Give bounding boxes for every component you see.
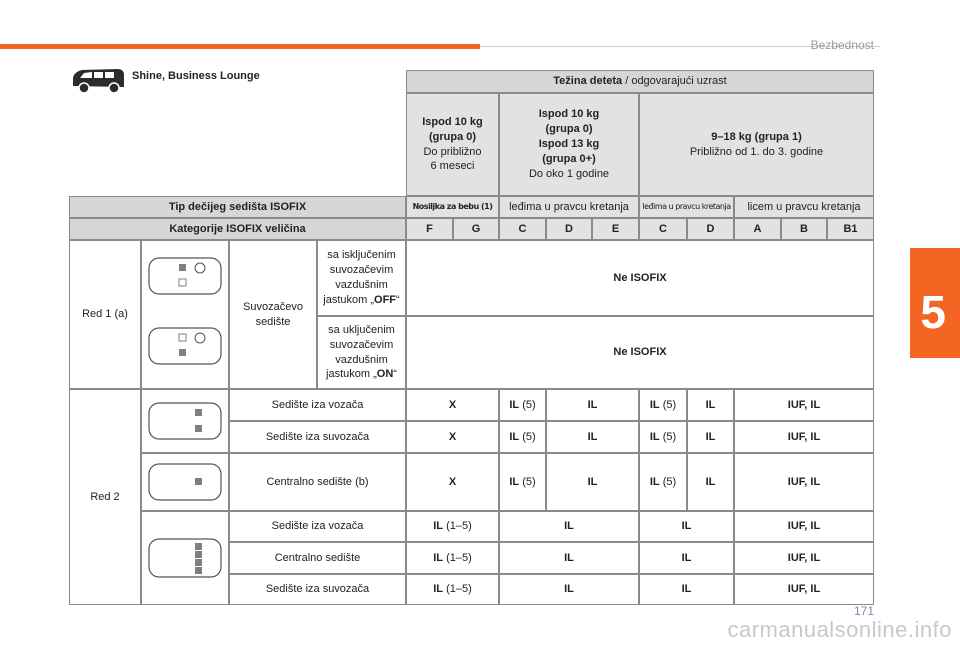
value-il5: IL (5) (499, 389, 546, 421)
car-top-view-icon (145, 401, 225, 441)
size-f: F (406, 218, 453, 240)
value-il: IL (639, 511, 734, 542)
value-iuf: IUF, IL (734, 421, 874, 453)
size-e: E (592, 218, 639, 240)
value-il: IL (499, 574, 639, 605)
orange-header-bar (0, 44, 480, 49)
seat-type-rear-facing-small: leđima u pravcu kretanja (639, 196, 734, 218)
size-label: Kategorije ISOFIX veličina (69, 218, 406, 240)
watermark: carmanualsonline.info (727, 617, 952, 642)
value-iuf: IUF, IL (734, 574, 874, 605)
value-il15: IL (1–5) (406, 574, 499, 605)
seat-type-forward: licem u pravcu kretanja (734, 196, 874, 218)
car-top-view-icon (145, 537, 225, 579)
vehicle-label: Shine, Business Lounge (132, 70, 260, 82)
row1-label: Red 1 (a) (69, 240, 141, 389)
value-il: IL (639, 542, 734, 574)
center-seat: Centralno sedište (229, 542, 406, 574)
row2-label: Red 2 (69, 389, 141, 605)
value-il15: IL (1–5) (406, 511, 499, 542)
value-il: IL (499, 511, 639, 542)
value-il: IL (687, 421, 734, 453)
airbag-on-value: Ne ISOFIX (406, 316, 874, 389)
row1-seat: Suvozačevo sedište (229, 240, 317, 389)
group-0plus-header: Ispod 10 kg (grupa 0) Ispod 13 kg (grupa 0+) Do oko 1 godine (499, 93, 639, 196)
value-x: X (406, 389, 499, 421)
size-c2: C (639, 218, 687, 240)
section-title: Bezbednost (810, 38, 874, 52)
value-il5: IL (5) (639, 389, 687, 421)
seat-type-rear-facing: leđima u pravcu kretanja (499, 196, 639, 218)
value-x: X (406, 453, 499, 511)
size-g: G (453, 218, 499, 240)
car-top-view-icon (145, 462, 225, 502)
row2-diagram-b (141, 453, 229, 511)
center-seat-b: Centralno sedište (b) (229, 453, 406, 511)
value-iuf: IUF, IL (734, 389, 874, 421)
value-il: IL (546, 421, 639, 453)
airbag-off-value: Ne ISOFIX (406, 240, 874, 316)
airbag-off-condition: sa isključenim suvozačevim vazdušnim jastukom „OFF“ (317, 240, 406, 316)
seat-type-label: Tip dečijeg sedišta ISOFIX (69, 196, 406, 218)
size-b: B (781, 218, 827, 240)
row2-diagram-a (141, 389, 229, 453)
value-il: IL (499, 542, 639, 574)
row1-diagram (141, 240, 229, 389)
value-iuf: IUF, IL (734, 542, 874, 574)
value-iuf: IUF, IL (734, 453, 874, 511)
size-c: C (499, 218, 546, 240)
airbag-on-condition: sa uključenim suvozačevim vazdušnim jastukom „ON“ (317, 316, 406, 389)
isofix-table (69, 70, 874, 605)
value-il5: IL (5) (639, 453, 687, 511)
seat-behind-passenger: Sedište iza suvozača (229, 421, 406, 453)
size-a: A (734, 218, 781, 240)
group-1-header: 9–18 kg (grupa 1) Približno od 1. do 3. godine (639, 93, 874, 196)
seat-behind-passenger: Sedište iza suvozača (229, 574, 406, 605)
row2-diagram-c (141, 511, 229, 605)
value-il5: IL (5) (499, 453, 546, 511)
value-il: IL (687, 389, 734, 421)
weight-header: Težina deteta / odgovarajući uzrast (406, 70, 874, 93)
car-top-view-icon (145, 250, 225, 380)
seat-behind-driver: Sedište iza vozača (229, 511, 406, 542)
value-il: IL (546, 453, 639, 511)
value-il15: IL (1–5) (406, 542, 499, 574)
size-d2: D (687, 218, 734, 240)
seat-type-carrycot: Nosiljka za bebu (1) (406, 196, 499, 218)
group-0-header: Ispod 10 kg (grupa 0) Do približno 6 meseci (406, 93, 499, 196)
page-number: 171 (853, 604, 874, 618)
value-il5: IL (5) (639, 421, 687, 453)
value-iuf: IUF, IL (734, 511, 874, 542)
seat-behind-driver: Sedište iza vozača (229, 389, 406, 421)
value-x: X (406, 421, 499, 453)
value-il5: IL (5) (499, 421, 546, 453)
size-d: D (546, 218, 592, 240)
value-il: IL (546, 389, 639, 421)
value-il: IL (639, 574, 734, 605)
value-il: IL (687, 453, 734, 511)
chapter-number: 5 (920, 286, 946, 338)
size-b1: B1 (827, 218, 874, 240)
